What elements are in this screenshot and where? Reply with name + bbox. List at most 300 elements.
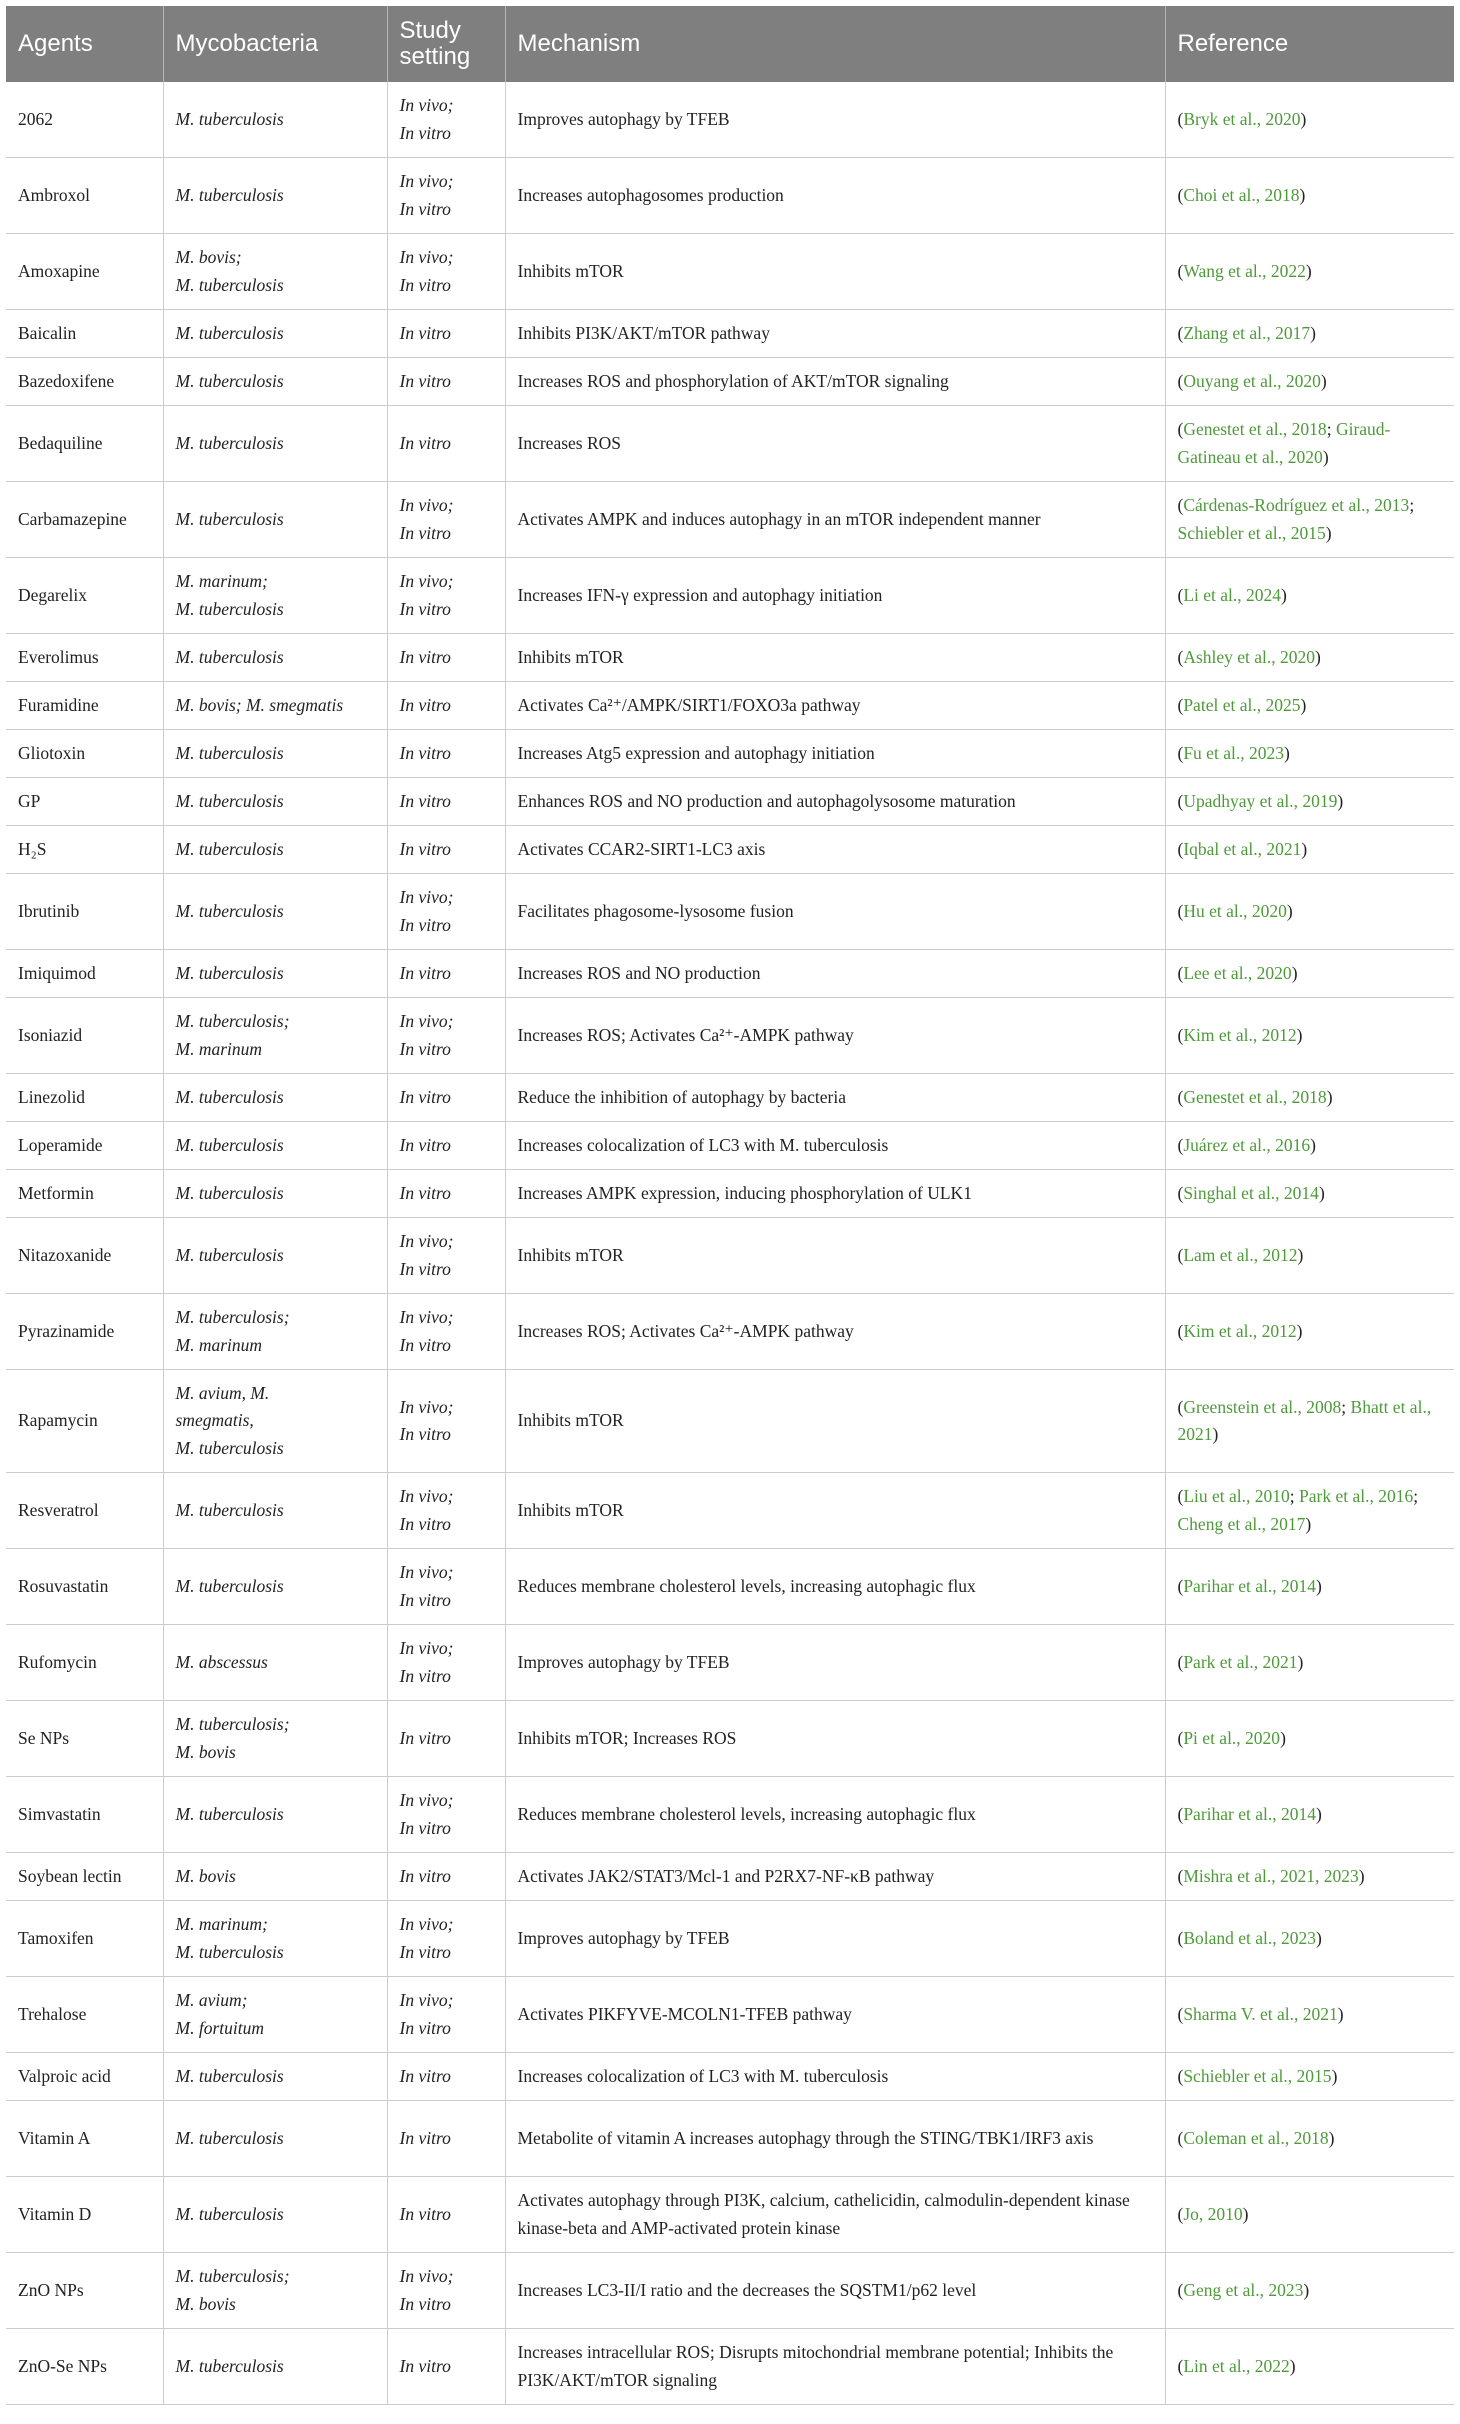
table-row [6, 1218, 1454, 1294]
study-setting: In vitro [399, 1865, 451, 1886]
study-setting: In vitro [399, 694, 451, 715]
reference-cell [1165, 2101, 1454, 2177]
reference-link[interactable]: Ashley et al., 2020 [1183, 646, 1316, 667]
mycobacteria-name: M. tuberculosis [175, 2203, 284, 2224]
reference-link[interactable]: Lin et al., 2022 [1183, 2355, 1290, 2376]
study-setting-cell [387, 2177, 505, 2253]
table-row [6, 1853, 1454, 1901]
reference-paren: ) [1316, 1575, 1322, 1596]
mycobacteria-cell [163, 82, 387, 158]
study-setting-cell [387, 1218, 505, 1294]
mechanism-cell [505, 234, 1165, 310]
mechanism-text: Inhibits PI3K/AKT/mTOR pathway [517, 322, 770, 343]
reference-paren: ( [1177, 2003, 1184, 2024]
mechanism-text: Increases ROS; Activates Ca²⁺-AMPK pathway [517, 1024, 854, 1045]
agent-name: Ambroxol [18, 184, 90, 205]
reference-separator: ; [1326, 419, 1336, 439]
mechanism-cell [505, 558, 1165, 634]
agent-name: Pyrazinamide [18, 1320, 115, 1341]
reference-paren: ( [1177, 108, 1184, 129]
reference-link[interactable]: Kim et al., 2012 [1183, 1320, 1297, 1341]
mechanism-text: Inhibits mTOR [517, 1410, 624, 1431]
agent-name: Simvastatin [18, 1803, 101, 1824]
agent-cell [6, 158, 163, 234]
study-setting-cell [387, 358, 505, 406]
agent-name: Imiquimod [18, 962, 96, 983]
mechanism-cell [505, 1701, 1165, 1777]
reference-cell [1165, 826, 1454, 874]
study-setting: In vivo; [399, 1231, 454, 1251]
agent-cell [6, 1625, 163, 1701]
mycobacteria-cell [163, 874, 387, 950]
table-row [6, 2177, 1454, 2253]
mechanism-text: Increases AMPK expression, inducing phosphorylation of ULK1 [517, 1182, 972, 1203]
reference-link[interactable]: Li et al., 2024 [1183, 584, 1282, 605]
agent-name: Bedaquiline [18, 432, 103, 453]
reference-link[interactable]: Lam et al., 2012 [1183, 1244, 1298, 1265]
table-row [6, 1294, 1454, 1370]
reference-paren: ( [1177, 2127, 1184, 2148]
table-row [6, 1701, 1454, 1777]
study-setting: In vitro [399, 2065, 451, 2086]
agent-name: GP [18, 790, 41, 811]
study-setting: In vivo; [399, 1790, 454, 1810]
reference-paren: ) [1289, 2355, 1296, 2376]
study-setting: In vitro [399, 962, 451, 983]
table-row [6, 874, 1454, 950]
reference-paren: ) [1326, 1086, 1333, 1107]
reference-cell [1165, 310, 1454, 358]
mycobacteria-name: M. tuberculosis [175, 838, 284, 859]
agent-cell [6, 558, 163, 634]
mycobacteria-name: smegmatis, [175, 1410, 254, 1431]
mycobacteria-name: M. tuberculosis [175, 2355, 284, 2376]
reference-link[interactable]: Giraud-Gatineau et al., 2020 [1177, 419, 1391, 467]
mycobacteria-name: M. bovis [175, 1741, 236, 1762]
reference-paren: ( [1177, 370, 1184, 391]
reference-paren: ) [1305, 1513, 1312, 1534]
mycobacteria-cell [163, 778, 387, 826]
reference-link[interactable]: Jo, 2010 [1183, 2203, 1243, 2224]
reference-paren: ) [1291, 962, 1298, 983]
table-row [6, 682, 1454, 730]
reference-paren: ( [1177, 2279, 1184, 2300]
mycobacteria-cell [163, 1473, 387, 1549]
agent-cell [6, 1901, 163, 1977]
agent-name: ZnO-Se NPs [18, 2355, 107, 2376]
study-setting-cell [387, 634, 505, 682]
reference-link[interactable]: Schiebler et al., 2015 [1177, 522, 1326, 543]
study-setting: In vitro [399, 2127, 451, 2148]
agent-name: Rapamycin [18, 1410, 98, 1431]
table-row [6, 1549, 1454, 1625]
study-setting: In vivo; [399, 1562, 454, 1582]
reference-link[interactable]: Patel et al., 2025 [1183, 694, 1301, 715]
agent-name: Amoxapine [18, 260, 100, 281]
table-row [6, 82, 1454, 158]
mycobacteria-name: M. tuberculosis [175, 646, 284, 667]
reference-cell [1165, 1777, 1454, 1853]
mechanism-cell [505, 1170, 1165, 1218]
reference-paren: ) [1286, 900, 1293, 921]
mycobacteria-name: M. marinum [175, 1334, 263, 1355]
study-setting: In vivo; [399, 571, 454, 591]
table-row [6, 358, 1454, 406]
mechanism-text: Increases colocalization of LC3 with M. tuberculosis [517, 2065, 889, 2086]
mycobacteria-name: M. tuberculosis [175, 2127, 284, 2148]
mechanism-cell [505, 1370, 1165, 1473]
mycobacteria-cell [163, 682, 387, 730]
reference-link[interactable]: Kim et al., 2012 [1183, 1024, 1297, 1045]
study-setting: In vitro [399, 2203, 451, 2224]
table-row [6, 2053, 1454, 2101]
reference-paren: ) [1325, 522, 1332, 543]
mycobacteria-name: M. tuberculosis [175, 1941, 284, 1962]
study-setting-cell [387, 682, 505, 730]
agent-name: Trehalose [18, 2003, 87, 2024]
reference-paren: ) [1310, 1134, 1316, 1155]
reference-cell [1165, 82, 1454, 158]
study-setting: In vivo; [399, 495, 454, 515]
reference-link[interactable]: Choi et al., 2018 [1183, 184, 1300, 205]
reference-paren: ) [1299, 184, 1306, 205]
mechanism-text: Increases intracellular ROS; Disrupts mitochondrial membrane potential; Inhibits the PI3K/AKT/mTOR signaling [517, 2342, 1114, 2390]
reference-link[interactable]: Coleman et al., 2018 [1183, 2127, 1329, 2148]
study-setting-cell [387, 998, 505, 1074]
mycobacteria-name: M. tuberculosis [175, 1086, 284, 1107]
table-row [6, 2329, 1454, 2405]
reference-paren: ( [1177, 1927, 1184, 1948]
mechanism-cell [505, 406, 1165, 482]
mechanism-cell [505, 310, 1165, 358]
mycobacteria-cell [163, 1901, 387, 1977]
reference-cell [1165, 874, 1454, 950]
mechanism-cell [505, 2177, 1165, 2253]
agent-cell [6, 482, 163, 558]
mechanism-cell [505, 998, 1165, 1074]
reference-paren: ( [1177, 2065, 1184, 2086]
study-setting-cell [387, 1777, 505, 1853]
agent-cell [6, 234, 163, 310]
mycobacteria-cell [163, 1074, 387, 1122]
agent-name: Gliotoxin [18, 742, 86, 763]
table-row [6, 2253, 1454, 2329]
mycobacteria-name: M. tuberculosis [175, 1803, 284, 1824]
agent-cell [6, 310, 163, 358]
agent-name: Valproic acid [18, 2065, 111, 2086]
reference-link[interactable]: Park et al., 2021 [1183, 1651, 1298, 1672]
study-setting-cell [387, 730, 505, 778]
reference-link[interactable]: Zhang et al., 2017 [1183, 322, 1311, 343]
study-setting-cell [387, 2253, 505, 2329]
agent-cell [6, 1074, 163, 1122]
mechanism-text: Increases colocalization of LC3 with M. tuberculosis [517, 1134, 889, 1155]
agent-name: Vitamin D [18, 2203, 92, 2224]
mycobacteria-name: M. tuberculosis [175, 598, 284, 619]
mechanism-cell [505, 730, 1165, 778]
mechanism-cell [505, 2329, 1165, 2405]
mechanism-cell [505, 2253, 1165, 2329]
reference-link[interactable]: Geng et al., 2023 [1183, 2279, 1304, 2300]
agent-name: Linezolid [18, 1086, 86, 1107]
mycobacteria-name: M. avium, M. [175, 1382, 270, 1403]
reference-cell [1165, 1625, 1454, 1701]
study-setting-cell [387, 950, 505, 998]
mechanism-cell [505, 158, 1165, 234]
mycobacteria-name: M. tuberculosis [175, 742, 284, 763]
reference-link[interactable]: Iqbal et al., 2021 [1183, 838, 1302, 859]
reference-link[interactable]: Singhal et al., 2014 [1183, 1182, 1319, 1203]
study-setting: In vivo; [399, 1011, 454, 1031]
reference-link[interactable]: Ouyang et al., 2020 [1183, 370, 1321, 391]
reference-link[interactable]: Boland et al., 2023 [1183, 1927, 1317, 1948]
study-setting-cell [387, 2101, 505, 2177]
reference-cell [1165, 1977, 1454, 2053]
mechanism-text: Inhibits mTOR [517, 1499, 624, 1520]
reference-paren: ( [1177, 1134, 1184, 1155]
mechanism-cell [505, 82, 1165, 158]
header-mechanism: Mechanism [505, 6, 1165, 82]
reference-link[interactable]: Hu et al., 2020 [1183, 900, 1287, 921]
agent-name: Loperamide [18, 1134, 103, 1155]
mechanism-text: Reduce the inhibition of autophagy by bacteria [517, 1086, 847, 1107]
table-row [6, 406, 1454, 482]
reference-paren: ) [1315, 646, 1321, 667]
agent-name: Soybean lectin [18, 1865, 122, 1886]
reference-link[interactable]: Genestet et al., 2018 [1183, 419, 1327, 439]
reference-separator: ; [1289, 1486, 1300, 1506]
reference-paren: ( [1177, 646, 1184, 667]
mycobacteria-cell [163, 1549, 387, 1625]
reference-paren: ( [1177, 1396, 1184, 1417]
reference-paren: ( [1177, 1651, 1184, 1672]
study-setting: In vivo; [399, 2266, 454, 2286]
reference-cell [1165, 1218, 1454, 1294]
agent-cell [6, 730, 163, 778]
reference-cell [1165, 682, 1454, 730]
study-setting-cell [387, 778, 505, 826]
reference-paren: ) [1305, 260, 1312, 281]
mycobacteria-cell [163, 1122, 387, 1170]
header-mycobacteria: Mycobacteria [163, 6, 387, 82]
table-row [6, 998, 1454, 1074]
agent-cell [6, 950, 163, 998]
mechanism-text: Inhibits mTOR [517, 1244, 624, 1265]
agent-cell [6, 874, 163, 950]
reference-link[interactable]: Schiebler et al., 2015 [1183, 2065, 1332, 2086]
study-setting: In vitro [399, 1513, 451, 1534]
reference-paren: ( [1177, 790, 1184, 811]
header-agents: Agents [6, 6, 163, 82]
study-setting: In vitro [399, 1038, 451, 1059]
study-setting-cell [387, 234, 505, 310]
agent-cell [6, 1977, 163, 2053]
mechanism-cell [505, 826, 1165, 874]
reference-cell [1165, 778, 1454, 826]
reference-cell [1165, 2053, 1454, 2101]
table-row [6, 1122, 1454, 1170]
study-setting-cell [387, 1370, 505, 1473]
study-setting: In vitro [399, 1258, 451, 1279]
reference-link[interactable]: Juárez et al., 2016 [1183, 1134, 1311, 1155]
reference-paren: ( [1177, 184, 1184, 205]
study-setting: In vivo; [399, 1307, 454, 1327]
header-reference: Reference [1165, 6, 1454, 82]
study-setting: In vitro [399, 1727, 451, 1748]
reference-link[interactable]: Greenstein et al., 2008 [1183, 1396, 1342, 1417]
agent-name: 2062 [18, 108, 53, 129]
reference-link[interactable]: Cheng et al., 2017 [1177, 1513, 1306, 1534]
reference-paren: ) [1316, 1927, 1322, 1948]
agent-cell [6, 2253, 163, 2329]
reference-paren: ( [1177, 1024, 1184, 1045]
reference-link[interactable]: Sharma V. et al., 2021 [1183, 2003, 1338, 2024]
reference-cell [1165, 358, 1454, 406]
reference-paren: ( [1177, 1865, 1184, 1886]
study-setting: In vitro [399, 1589, 451, 1610]
table-row [6, 310, 1454, 358]
reference-paren: ( [1177, 1486, 1184, 1506]
reference-paren: ( [1177, 1086, 1184, 1107]
reference-link[interactable]: Park et al., 2016 [1299, 1486, 1414, 1506]
mycobacteria-name: M. abscessus [175, 1651, 268, 1672]
study-setting: In vitro [399, 838, 451, 859]
study-setting: In vitro [399, 322, 451, 343]
table-row [6, 950, 1454, 998]
reference-separator: ; [1409, 495, 1415, 515]
study-setting: In vitro [399, 122, 451, 143]
study-setting-cell [387, 482, 505, 558]
study-setting-cell [387, 1977, 505, 2053]
agent-cell [6, 826, 163, 874]
agent-cell [6, 406, 163, 482]
reference-link[interactable]: Mishra et al., 2021, 2023 [1183, 1865, 1359, 1886]
study-setting: In vitro [399, 1665, 451, 1686]
reference-link[interactable]: Lee et al., 2020 [1183, 962, 1292, 983]
agent-cell [6, 2329, 163, 2405]
reference-cell [1165, 2177, 1454, 2253]
study-setting-cell [387, 1549, 505, 1625]
reference-link[interactable]: Parihar et al., 2014 [1183, 1803, 1316, 1824]
study-setting: In vivo; [399, 171, 454, 191]
mycobacteria-name: M. tuberculosis [175, 900, 284, 921]
mechanism-text: Enhances ROS and NO production and autophagolysosome maturation [517, 790, 1016, 811]
study-setting: In vivo; [399, 1914, 454, 1934]
mycobacteria-name: M. bovis [175, 1865, 236, 1886]
mechanism-cell [505, 1218, 1165, 1294]
reference-link[interactable]: Fu et al., 2023 [1183, 742, 1284, 763]
study-setting-cell [387, 1901, 505, 1977]
table-row [6, 634, 1454, 682]
mycobacteria-cell [163, 2253, 387, 2329]
study-setting: In vitro [399, 522, 451, 543]
reference-cell [1165, 1701, 1454, 1777]
reference-cell [1165, 558, 1454, 634]
agent-cell [6, 2177, 163, 2253]
mechanism-text: Inhibits mTOR [517, 260, 624, 281]
mycobacteria-cell [163, 406, 387, 482]
study-setting: In vitro [399, 790, 451, 811]
mycobacteria-name: M. tuberculosis [175, 790, 284, 811]
reference-paren: ) [1301, 838, 1308, 859]
table-row [6, 1977, 1454, 2053]
mechanism-cell [505, 874, 1165, 950]
mycobacteria-name: M. marinum; [175, 1914, 268, 1934]
mycobacteria-cell [163, 1218, 387, 1294]
mycobacteria-cell [163, 1853, 387, 1901]
mechanism-text: Reduces membrane cholesterol levels, increasing autophagic flux [517, 1575, 976, 1596]
reference-paren: ) [1297, 1651, 1304, 1672]
mycobacteria-cell [163, 1701, 387, 1777]
mycobacteria-cell [163, 358, 387, 406]
study-setting: In vivo; [399, 1486, 454, 1506]
reference-link[interactable]: Wang et al., 2022 [1183, 260, 1306, 281]
study-setting-cell [387, 406, 505, 482]
table-row [6, 778, 1454, 826]
mechanism-text: Increases IFN-γ expression and autophagy initiation [517, 584, 883, 605]
reference-cell [1165, 950, 1454, 998]
study-setting: In vitro [399, 1424, 451, 1444]
reference-paren: ( [1177, 322, 1184, 343]
agents-table [6, 6, 1454, 2405]
mechanism-cell [505, 1122, 1165, 1170]
reference-link[interactable]: Cárdenas-Rodríguez et al., 2013 [1183, 495, 1410, 515]
study-setting: In vitro [399, 646, 451, 667]
table-row [6, 730, 1454, 778]
mechanism-cell [505, 778, 1165, 826]
reference-paren: ( [1177, 2203, 1184, 2224]
table-row [6, 1473, 1454, 1549]
mycobacteria-cell [163, 730, 387, 778]
agent-name: Vitamin A [18, 2127, 91, 2148]
table-row [6, 1074, 1454, 1122]
reference-link[interactable]: Liu et al., 2010 [1183, 1486, 1290, 1506]
mechanism-cell [505, 634, 1165, 682]
agent-name: Isoniazid [18, 1024, 83, 1045]
mechanism-text: Improves autophagy by TFEB [517, 1927, 730, 1948]
mechanism-text: Activates Ca²⁺/AMPK/SIRT1/FOXO3a pathway [517, 694, 861, 715]
mycobacteria-cell [163, 1977, 387, 2053]
agent-cell [6, 682, 163, 730]
agent-cell [6, 1294, 163, 1370]
reference-link[interactable]: Bryk et al., 2020 [1183, 108, 1301, 129]
reference-paren: ) [1242, 2203, 1249, 2224]
study-setting: In vivo; [399, 1638, 454, 1658]
reference-link[interactable]: Upadhyay et al., 2019 [1183, 790, 1338, 811]
mycobacteria-name: M. tuberculosis [175, 1499, 284, 1520]
mycobacteria-name: M. tuberculosis [175, 274, 284, 295]
header-row [6, 6, 1454, 82]
mechanism-cell [505, 1625, 1165, 1701]
reference-link[interactable]: Bhatt et al., 2021 [1177, 1396, 1432, 1444]
agent-cell [6, 82, 163, 158]
reference-paren: ) [1300, 694, 1307, 715]
reference-link[interactable]: Genestet et al., 2018 [1183, 1086, 1327, 1107]
reference-link[interactable]: Pi et al., 2020 [1183, 1727, 1281, 1748]
agent-cell [6, 634, 163, 682]
reference-cell [1165, 998, 1454, 1074]
mycobacteria-cell [163, 2053, 387, 2101]
mycobacteria-cell [163, 158, 387, 234]
mycobacteria-name: M. fortuitum [175, 2017, 264, 2038]
mechanism-text: Activates CCAR2-SIRT1-LC3 axis [517, 838, 766, 859]
reference-link[interactable]: Parihar et al., 2014 [1183, 1575, 1316, 1596]
table-row [6, 234, 1454, 310]
study-setting: In vitro [399, 432, 451, 453]
mycobacteria-cell [163, 1777, 387, 1853]
mycobacteria-cell [163, 234, 387, 310]
agent-cell [6, 2053, 163, 2101]
